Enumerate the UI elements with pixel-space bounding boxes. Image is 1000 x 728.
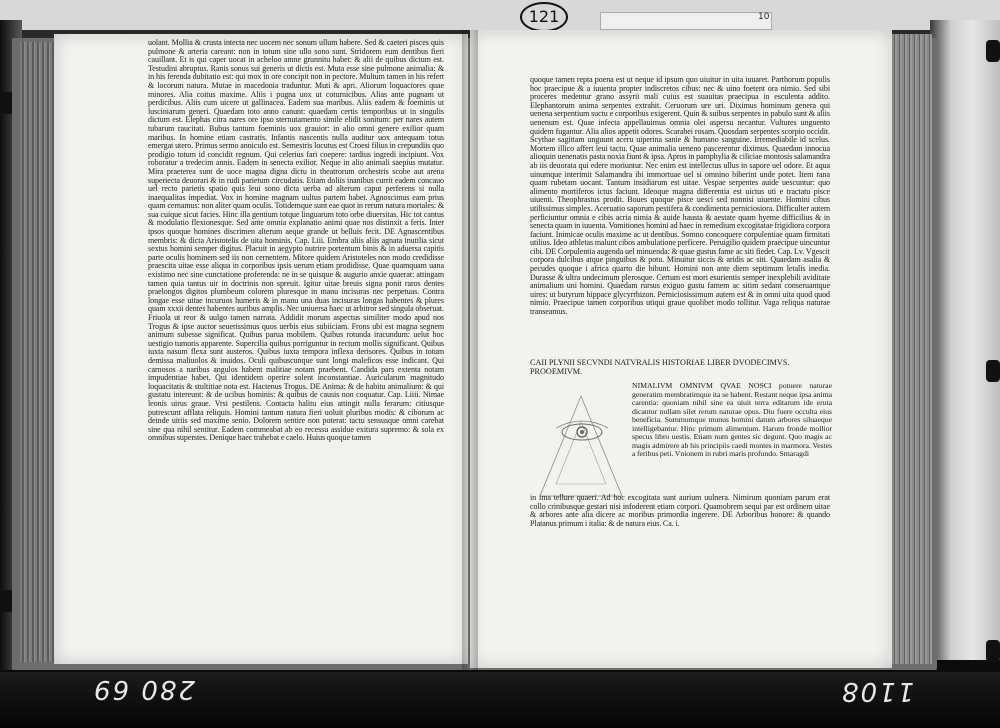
- book-gutter: [462, 30, 478, 670]
- small-number: 10: [758, 12, 770, 22]
- right-page: [470, 30, 892, 668]
- right-page-edges: [892, 34, 932, 664]
- right-page-text-bottom: in ima tellure quaeri. Ad hoc excogitata sunt aurium uulnera. Nimirum quoniam parum erat collo crinibusque gestari nisi infoderent etiam corpori. Quamobrem sequi par est ordinem uitae & arbores ante alia dicere ac moribus primordia ingerere. DE Arboribus honore: & quando Platanus primum i italia: & de natura eius. Ca. i.: [530, 494, 830, 528]
- clip-right-mid: [986, 360, 1000, 382]
- left-page-text: uolant. Mollia & crusta intecta nec uocem nec sonum ullum habere. Sed & caeteri pisces quis pulmone & arteria careant: non in totum sine ullo sono sunt. Stridorem eum dentibus fieri cauillant. Et is qui caper uocat in acheloo amne grunnitu habet: & alii de quibus dictum est. Testudini abruptus. Ranis sonus sui generis ut dictis est. Muta esse sine pulmone animalia: & in his ferenda dubitatio est: qui mox in ore concipit non in pectore. Multum tamen in his refert & locorum natura. Mutae in macedonia traduntur. Muti & apri. Aliorum loquaciores quae minores. Alia coitus maxime. Aliis i pugna uox ut coturnicibus. Alias ante pugnam ut perdicibus. Aliis cum uicere ut gallinacea. Eadem sua maribus. Aliis eadem & foeminis ut lusciniarum generi. Quaedam toto anno canunt: quaedam certis temporibus ut in singulis dictum est. Elephas citra nares ore ipso sternutamento simile elidit sonitum: per nares autem tubarum raucitati. Bubus tantum foeminis uox grauior: in alio omni genere exilior quam maribus. In homine etiam castratis. Infantis nascentis nulla auditur uox antequam totus emergat utero. Primus sermo anniculo est. Semestris locutus est Croesi filius in crepundiis quo prodigio totum id concidit regnum. Qui celerius fari coepere: tardius ingredi incipiunt. Vox roboratur a tredecim annis. Eadem in senecta exilior. Neque in alio animali saepius mutatur. Mira praeterea sunt de uoce magna digna dictu in theatrorum orchestris scobe aut arena superiecta deuorari & in rudi parietum circudatis. Etiam doliis inanibus currit eadem concauo uel recto parietis spatio quis leui sono dicta uerba ad alterum caput perferens si nulla inaequalitas impediat. Vox in homine magnam uultus partem habet. Agnoscimus eam prius quam cernamus: non aliter quam oculis. Totidemque sunt eae quot in rerum natura mortales: & sua cuique sicut facies. Hinc illa gentium totque linguarum toto orbe diuersitas. Hic tot cantus & modulatio flexionesque. Sed ante omnia explanatio animi quae nos distinxit a feris. Inter ipsos quoque homines discrimen alterum aeque grande ut belluis fecit. DE Agnascentibus membris: & dicta Aristotelis de uita hominis. Cap. Liii. Embra aliis aliis agnata inutilia sicut sextus homini semper digitus. Placuit in aegypto nutrire portentum binis & in aduersa capitis parte oculis hominem sed iis non cernentem. Mitore quidem Aristoteles non modo credidisse praescita uitae esse aliqua in corporibus ipsis uerum etiam prodidisse. Quae quamquam uana existimo nec sine cunctatione proferenda: ne in se quisque & augurio anxie quaerat: attingam tamen quia tantus uir in doctrinis non spreuit. Igitur uitae breuis signa ponit raros dentes praelongos digitos plumbeum colorem pluresque in manu incisuras nec perpetuas. Contra longae esse uitae incuruos humeris & in manu una duas incisuras longas habentes & plures quam xxxii dentes habentes auribus amplis. Nec uniuersa haec ut arbitror sed singula obseruat. Friuola ut reor & uulgo tamen narrata. Addidit morum aspectus similiter modo apud nos Trogus & ipse auctor seuerissimus quos uerbis eius subiiciam. Frons ubi est magna segnem animum subesse significat. Quibus parua mobilem. Quibus rotunda iracundum: uelut hoc uestigio tumoris apparente. Supercilia quibus porriguntur in rectum mollis significant. Quibus iuxta nasum flexa sunt austeros. Quibus iuxta tempora inflexa derisores. Quibus in totum demissa maliuolos & inuidos. Oculi quibuscunque sunt longi maleficos esse indicant. Qui carnosos a naribus angulos habent malitiae notam praebent. Candida pars extenta notam impudentiae habet. Qui identidem operire solent inconstantiae. Auricularum magnitudo loquacitatis & stultitiae nota est. Hactenus Trogus. DE Anima: & de habitu animalium: & qui gustatu intereunt: & de ucibus hominis: & quibus de causis non coquatur. Cap. Liiii. Nimae leonis uirus graue. Vrsi pestilens. Contacta halitu eius attingit nulla ferarum: citiusque putrescunt afflata reliquis. Homini tantum natura fieri uoluit pluribus modis: & ciborum ac deinde uitiis sed maxime senio. Dolorem sentire non poterat: tactu sensusque omni carebat sine qua nihil sentitur. Eadem commeabat ab eo recessu assidue exitura supremo: & sola ex omnibus superstes. Denique haec trahebat e caelo. Huius quoque tamen: [148, 39, 444, 443]
- top-label-paper: [600, 12, 772, 30]
- handwritten-number-left: 280 69: [92, 674, 195, 704]
- top-paper-strip: [0, 0, 1000, 30]
- book-heading: CAII PLYNII SECVNDI NATVRALIS HISTORIAE LIBER DVODECIMVS. PROOEMIVM.: [530, 358, 790, 376]
- right-frame-edge: [930, 20, 1000, 660]
- right-page-text-top: quoque tamen repta poena est ut neque id ipsum quo uiuitur in uita iuuaret. Parthorum populis hoc praecipue & a iuuenta propter indiscretos cibus: nec & uino foetent ora nimio. Sed sibi proceres medentur grano assyrii mali cuius est suauitas praecipua in esculenta addito. Elephantorum anima serpentes extrahit. Ceruorum ure uri. Diximus hominum genera qui uenena serpentium suctu e corporibus exigerent. Quin & suibus serpentes in pabulo sunt & aliis uenenum est. Quae infecta appellauimus omnia olei aspersu necantur. Vultures unguento quidem fugantur. Alia alios appetit odores. Scarabei rosam. Quosdam serpentes scorpio occidit. Scythae sagittam unguunt aceru uiperina sanie & humano sanguine. Irremediabile id scelus. Mortem illico affert leui tactu. Quae animalia ueneno pascerentur diximus. Quaedam innocua alioquin uenenatis pasta noxia fiunt & ipsa. Apros in pamphylia & ciliciae montosis salamandra ab iis deuorata qui edere moriuntur. Nec enim est intellectus ullus in sapore uel odore. Et aqua uinumque interimit Salamandra ibi immortuae uel si omnino biberint unde potet. Item rana quam rubetam uocant. Tantum insidiarum est uitae. Vespae serpentes auide uescuntur: quo alimento mortiferos ictus faciunt. Ideoque magna differentia est uictus uti e tractatu pisce uiuenti. Theophrastus prodit. Boues quoque pisce uesci sed nonnisi uiuente. Homini cibus utilissimus simplex. Aceruatio saporum pestifera & condimenta perniciosiora. Difficulter autem perficiuntur omnia e cibis acria nimia & auide hausta & aestate quam hyeme difficilius & in senecta quam in iuuenta. Vomitiones homini ad haec in remedium excogitatae frigidiora corpora faciunt. Inimicae oculis maxime ac ut dentibus. Somno concoquere corpulentiae quam firmitati utilius. Ideo athletas malunt cibos ambulatione perficere. Peruigilio quidem praecipue uincuntur cibi. DE Corpulentia augenda uel minuenda: & quae gustus fame ac siti fiedet. Cap. Lv. Vgescit corpora dulcibus atque pinguibus & potu. Minuitur siccis & aridis ac siti. Quaedam asalia & pecudes quoque i africa quarto die bibunt. Homini non ante diem septimum letalis inedia. Durasse & ultra undecimum plerosque. Certum est mori esurientis semper inexplebili aviditate animalium uni homini. Quaedam rursus exiguo gustu famem ac sitim sedant conseruantque uires: ut butyrum hippace glycyrrhizon. Perniciosissimum autem est & in omni uita quod quod nimio. Praecipue tamen corporibus utiqui graue quolibet modo tollitur. Vaga reliqua naturae transeamus.: [530, 76, 830, 317]
- clip-right-top: [986, 40, 1000, 62]
- left-page-edges: [20, 42, 54, 662]
- proem-text: NIMALIVM OMNIVM QVAE NOSCI potuere naturae generatim membratimque ita se habent. Restant neque ipsa anima carentia: quoniam nihil sine ea uiuit terra editarum ide eruta dicantur nullam silet rerum naturae opus. Diu fuere occulta eius beneficia. Summumque munus homini datum arbores siluaeque intelligebantur. Hinc primum alimentum. Harum fronde mollior specus libro uestis. Etiam num gentes sic degunt. Quo magis ac magis admirere ab his principiis caedi montes in marmora. Vestes a feribus peti. Vnionem in rubri maris profundo. Smaragdi: [632, 382, 832, 458]
- handwritten-number-right: 1108: [840, 676, 915, 706]
- folio-mark: 121: [520, 2, 568, 32]
- triangle-eye-drawing: [536, 392, 626, 502]
- left-page: [54, 34, 468, 664]
- clip-right-bottom: [986, 640, 1000, 662]
